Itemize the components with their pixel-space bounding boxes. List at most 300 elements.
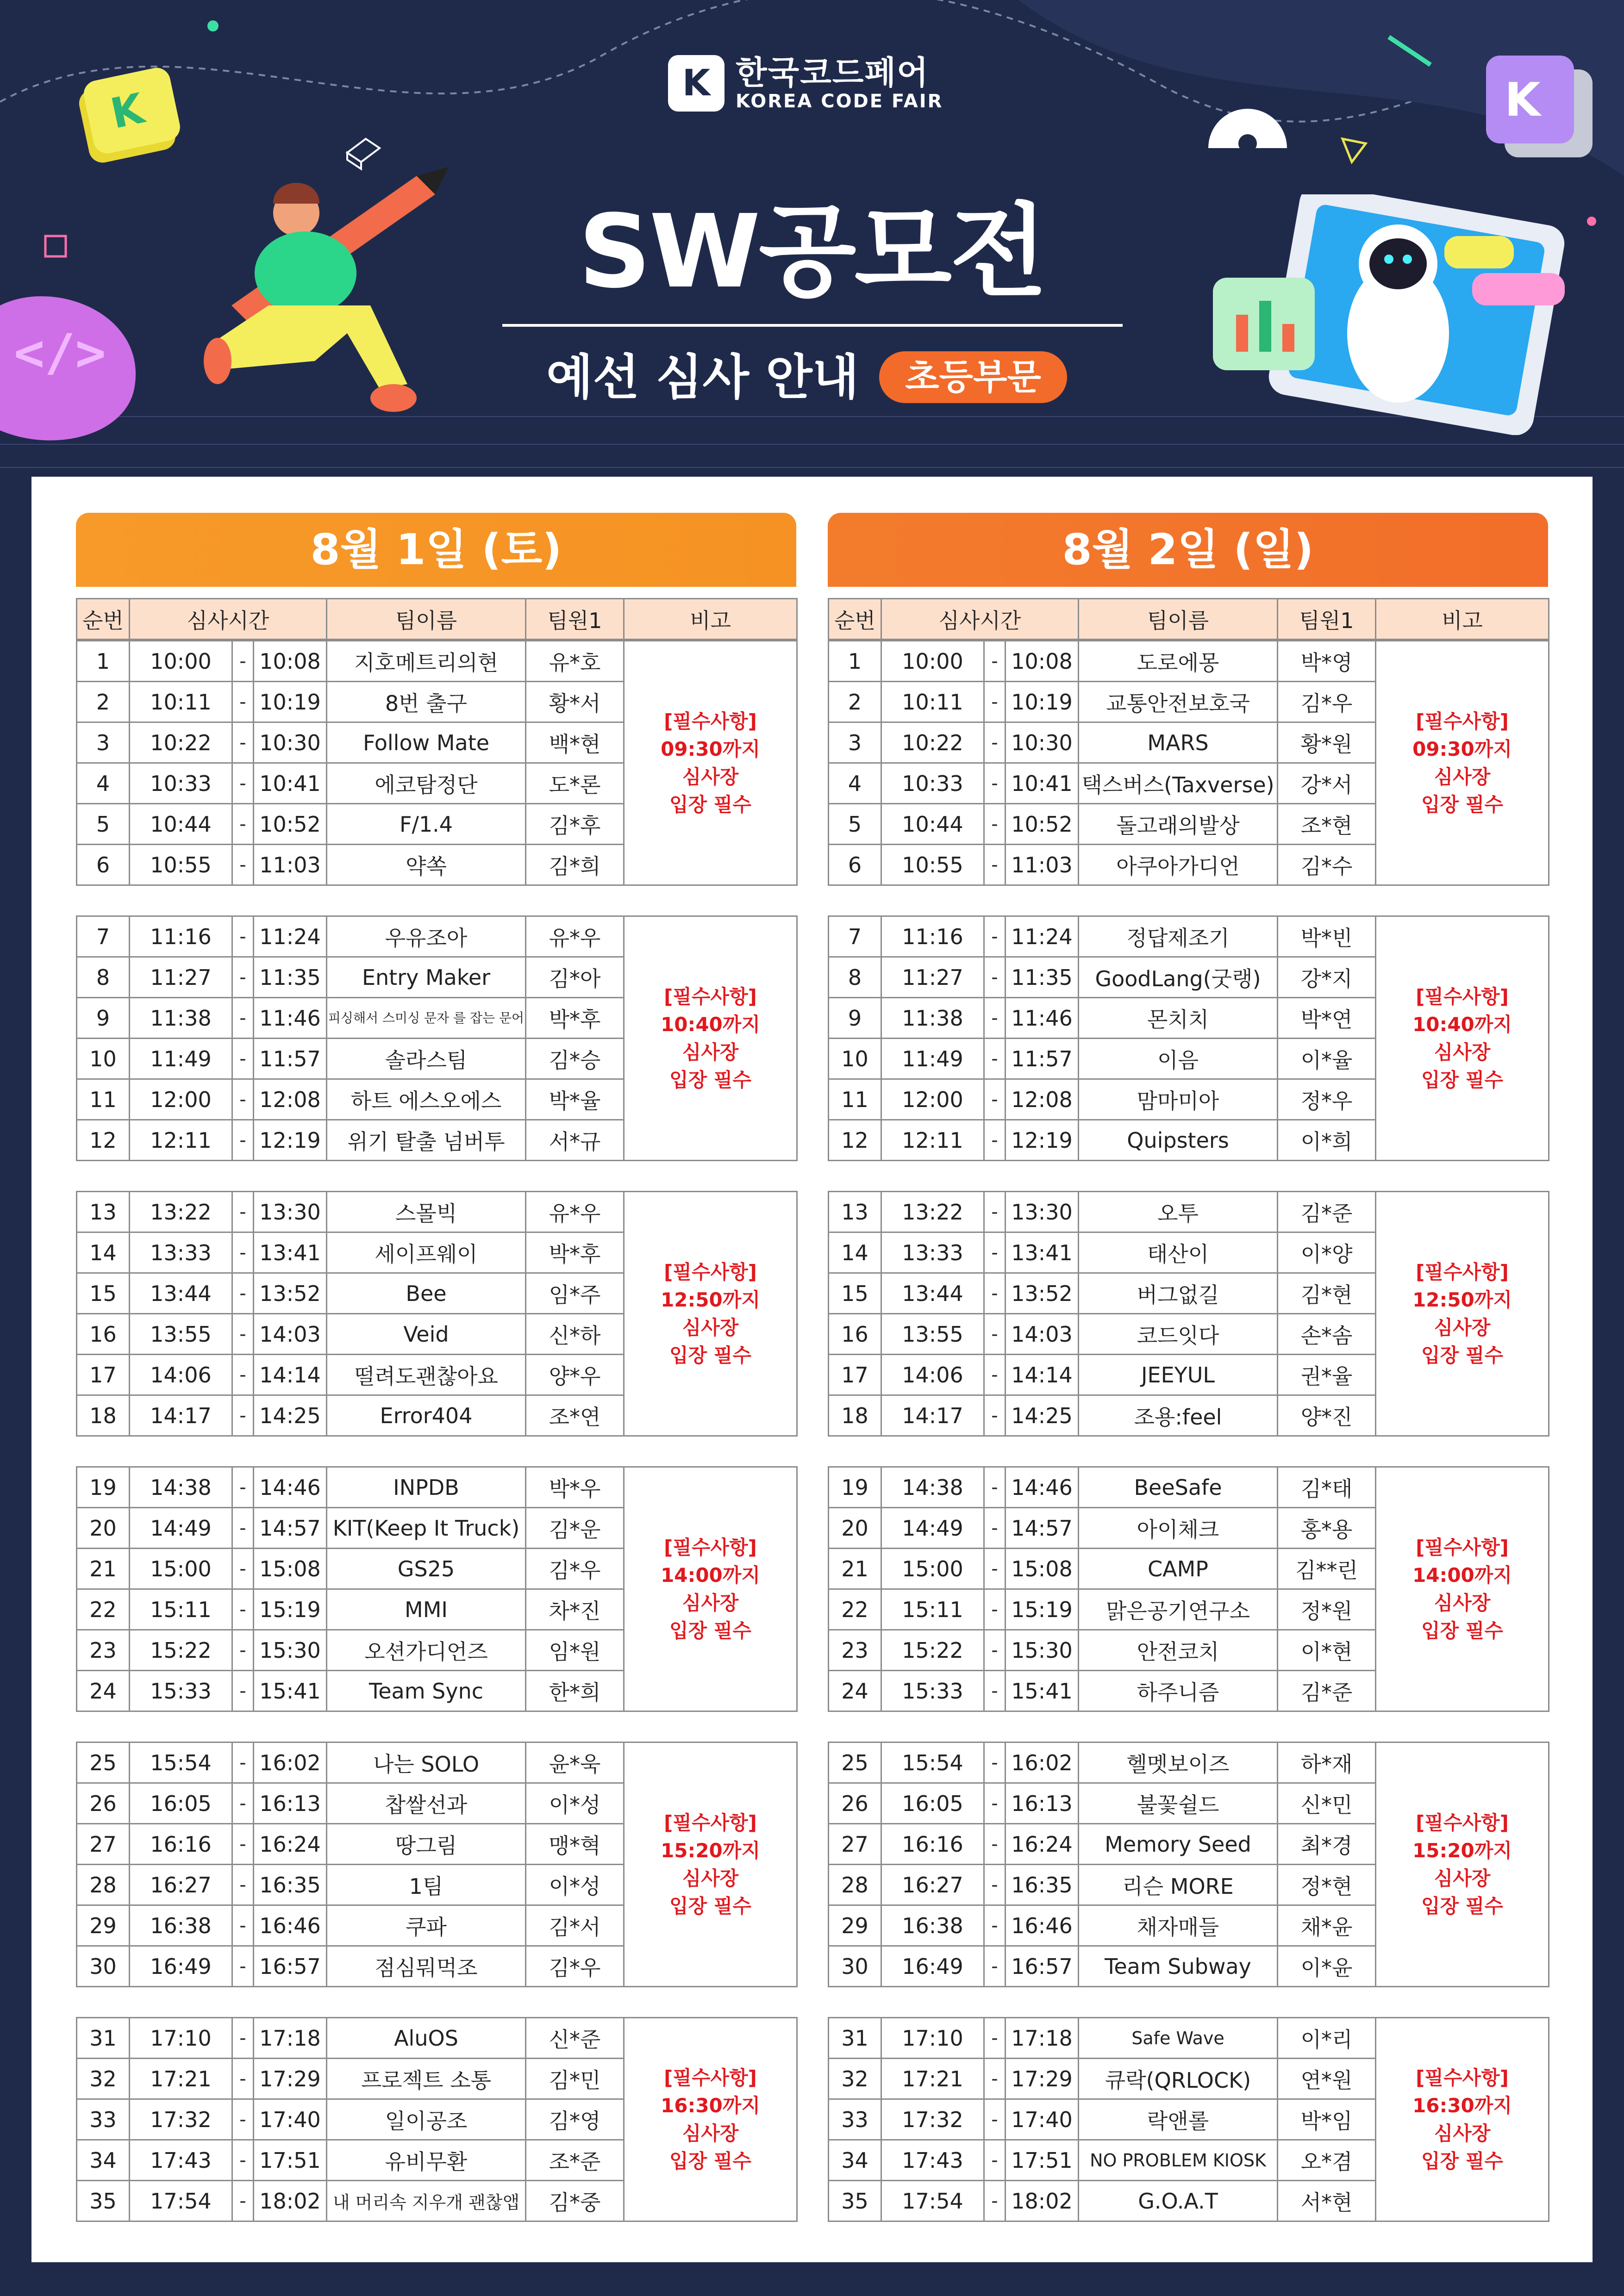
- end-time: 15:30: [1006, 1630, 1079, 1671]
- start-time: 17:10: [881, 2018, 984, 2059]
- end-time: 14:03: [1006, 1314, 1079, 1355]
- start-time: 11:38: [881, 998, 984, 1039]
- team-member: 김*태: [1278, 1467, 1376, 1508]
- team-name: 오투: [1079, 1192, 1278, 1232]
- page-subtitle: 예선 심사 안내: [546, 349, 859, 405]
- start-time: 10:55: [130, 845, 232, 885]
- end-time: 16:24: [254, 1824, 327, 1865]
- table-row: [77, 641, 797, 682]
- time-dash: -: [232, 2059, 254, 2099]
- start-time: 11:16: [130, 916, 232, 957]
- row-number: 31: [829, 2018, 881, 2059]
- team-name: 태산이: [1079, 1232, 1278, 1273]
- row-number: 20: [77, 1508, 130, 1549]
- team-name: 위기 탈출 넘버투: [327, 1120, 526, 1161]
- start-time: 17:54: [881, 2181, 984, 2221]
- note-line: [필수사항]: [1416, 709, 1509, 733]
- table-row: [829, 1192, 1549, 1232]
- time-dash: -: [984, 998, 1006, 1039]
- time-dash: -: [232, 2140, 254, 2181]
- team-name: 일이공조: [327, 2099, 526, 2140]
- end-time: 15:19: [254, 1589, 327, 1630]
- time-dash: -: [232, 1120, 254, 1161]
- note-line: 10:40까지: [1412, 1013, 1512, 1036]
- time-dash: -: [984, 1355, 1006, 1395]
- note-line: [필수사항]: [664, 2066, 757, 2089]
- row-number: 29: [829, 1905, 881, 1946]
- end-time: 13:30: [1006, 1192, 1079, 1232]
- start-time: 14:49: [130, 1508, 232, 1549]
- row-number: 19: [77, 1467, 130, 1508]
- team-name: 약쏙: [327, 845, 526, 885]
- start-time: 14:38: [881, 1467, 984, 1508]
- end-time: 16:57: [1006, 1946, 1079, 1987]
- team-name: 채자매들: [1079, 1905, 1278, 1946]
- end-time: 14:46: [1006, 1467, 1079, 1508]
- team-name: Team Sync: [327, 1671, 526, 1711]
- keyboard-key-icon: [1477, 51, 1606, 167]
- row-number: 30: [77, 1946, 130, 1987]
- time-dash: -: [232, 1824, 254, 1865]
- row-number: 8: [829, 957, 881, 998]
- end-time: 16:13: [1006, 1783, 1079, 1824]
- note-line: 입장 필수: [669, 1619, 751, 1642]
- row-number: 15: [77, 1273, 130, 1314]
- team-member: 황*서: [526, 682, 624, 722]
- table-row: [77, 2018, 797, 2059]
- entry-requirement-note: [624, 1742, 797, 1987]
- time-dash: -: [232, 1742, 254, 1783]
- team-member: 유*호: [526, 641, 624, 682]
- note-line: 입장 필수: [669, 793, 751, 816]
- category-badge: 초등부문: [879, 351, 1067, 403]
- row-number: 7: [77, 916, 130, 957]
- row-number: 21: [77, 1549, 130, 1589]
- end-time: 14:25: [1006, 1395, 1079, 1436]
- team-name: 정답제조기: [1079, 916, 1278, 957]
- end-time: 14:03: [254, 1314, 327, 1355]
- team-name: 에코탐정단: [327, 763, 526, 804]
- table-row: [829, 916, 1549, 957]
- start-time: 16:38: [881, 1905, 984, 1946]
- schedule-group-table: [828, 1742, 1549, 1987]
- time-dash: -: [984, 641, 1006, 682]
- time-dash: -: [984, 1467, 1006, 1508]
- row-number: 24: [77, 1671, 130, 1711]
- team-member: 김*서: [526, 1905, 624, 1946]
- time-dash: -: [984, 1630, 1006, 1671]
- row-number: 34: [829, 2140, 881, 2181]
- time-dash: -: [232, 998, 254, 1039]
- row-number: 12: [77, 1120, 130, 1161]
- team-member: 김*희: [526, 845, 624, 885]
- team-member: 양*진: [1278, 1395, 1376, 1436]
- team-name: CAMP: [1079, 1549, 1278, 1589]
- row-number: 31: [77, 2018, 130, 2059]
- time-dash: -: [984, 1671, 1006, 1711]
- team-name: MARS: [1079, 722, 1278, 763]
- row-number: 18: [829, 1395, 881, 1436]
- row-number: 35: [77, 2181, 130, 2221]
- row-number: 4: [77, 763, 130, 804]
- row-number: 25: [829, 1742, 881, 1783]
- team-member: 맹*혁: [526, 1824, 624, 1865]
- team-member: 김*아: [526, 957, 624, 998]
- team-name: 버그없길: [1079, 1273, 1278, 1314]
- row-number: 1: [829, 641, 881, 682]
- start-time: 17:43: [130, 2140, 232, 2181]
- start-time: 11:27: [881, 957, 984, 998]
- start-time: 16:16: [130, 1824, 232, 1865]
- team-member: 정*우: [1278, 1079, 1376, 1120]
- start-time: 14:38: [130, 1467, 232, 1508]
- time-dash: -: [984, 1549, 1006, 1589]
- time-dash: -: [232, 804, 254, 845]
- team-name: Safe Wave: [1079, 2018, 1278, 2059]
- end-time: 18:02: [254, 2181, 327, 2221]
- note-line: [필수사항]: [1416, 2066, 1509, 2089]
- team-member: 강*지: [1278, 957, 1376, 998]
- day-title: 8월 1일 (토): [76, 513, 796, 587]
- end-time: 13:41: [254, 1232, 327, 1273]
- entry-requirement-note: [1376, 916, 1549, 1161]
- svg-text:K: K: [106, 84, 148, 139]
- team-name: JEEYUL: [1079, 1355, 1278, 1395]
- note-line: [필수사항]: [1416, 1536, 1509, 1559]
- end-time: 17:40: [1006, 2099, 1079, 2140]
- row-number: 11: [77, 1079, 130, 1120]
- note-line: 입장 필수: [669, 1894, 751, 1917]
- note-line: 입장 필수: [1421, 1894, 1503, 1917]
- start-time: 17:10: [130, 2018, 232, 2059]
- end-time: 16:46: [1006, 1905, 1079, 1946]
- team-member: 박*후: [526, 1232, 624, 1273]
- team-name: 맘마미아: [1079, 1079, 1278, 1120]
- team-member: 김*운: [526, 1508, 624, 1549]
- row-number: 28: [829, 1865, 881, 1905]
- end-time: 16:46: [254, 1905, 327, 1946]
- row-number: 33: [829, 2099, 881, 2140]
- team-name: 프로젝트 소통: [327, 2059, 526, 2099]
- start-time: 13:44: [881, 1273, 984, 1314]
- note-line: [필수사항]: [664, 1260, 757, 1283]
- row-number: 2: [829, 682, 881, 722]
- row-number: 16: [77, 1314, 130, 1355]
- team-member: 박*빈: [1278, 916, 1376, 957]
- start-time: 14:06: [130, 1355, 232, 1395]
- schedule-group-table: [828, 915, 1549, 1161]
- end-time: 15:41: [254, 1671, 327, 1711]
- team-member: 연*원: [1278, 2059, 1376, 2099]
- start-time: 10:00: [130, 641, 232, 682]
- start-time: 16:16: [881, 1824, 984, 1865]
- row-number: 5: [77, 804, 130, 845]
- team-member: 서*현: [1278, 2181, 1376, 2221]
- start-time: 15:54: [130, 1742, 232, 1783]
- end-time: 11:24: [254, 916, 327, 957]
- column-header-note: 비고: [624, 599, 797, 640]
- team-name: Bee: [327, 1273, 526, 1314]
- start-time: 15:11: [130, 1589, 232, 1630]
- row-number: 18: [77, 1395, 130, 1436]
- team-name: 맑은공기연구소: [1079, 1589, 1278, 1630]
- time-dash: -: [232, 1355, 254, 1395]
- time-dash: -: [984, 1589, 1006, 1630]
- team-member: 손*솜: [1278, 1314, 1376, 1355]
- time-dash: -: [232, 1232, 254, 1273]
- team-member: 김*준: [1278, 1192, 1376, 1232]
- time-dash: -: [232, 1508, 254, 1549]
- table-row: [77, 1467, 797, 1508]
- time-dash: -: [232, 1467, 254, 1508]
- team-member: 조*연: [526, 1395, 624, 1436]
- end-time: 15:08: [254, 1549, 327, 1589]
- start-time: 15:33: [130, 1671, 232, 1711]
- team-member: 김*우: [526, 1549, 624, 1589]
- start-time: 12:11: [881, 1120, 984, 1161]
- column-header-team: 팀이름: [1079, 599, 1278, 640]
- team-name: 교통안전보호국: [1079, 682, 1278, 722]
- team-member: 김*우: [1278, 682, 1376, 722]
- end-time: 17:29: [1006, 2059, 1079, 2099]
- team-name: Veid: [327, 1314, 526, 1355]
- column-header-no: 순번: [77, 599, 130, 640]
- start-time: 13:33: [881, 1232, 984, 1273]
- row-number: 33: [77, 2099, 130, 2140]
- time-dash: -: [232, 682, 254, 722]
- table-row: [829, 1467, 1549, 1508]
- time-dash: -: [232, 845, 254, 885]
- end-time: 17:51: [1006, 2140, 1079, 2181]
- start-time: 15:11: [881, 1589, 984, 1630]
- note-line: [필수사항]: [664, 1536, 757, 1559]
- note-line: [필수사항]: [1416, 1260, 1509, 1283]
- start-time: 12:11: [130, 1120, 232, 1161]
- end-time: 14:57: [1006, 1508, 1079, 1549]
- team-name: Follow Mate: [327, 722, 526, 763]
- team-name: Memory Seed: [1079, 1824, 1278, 1865]
- team-name: 아쿠아가디언: [1079, 845, 1278, 885]
- start-time: 15:00: [881, 1549, 984, 1589]
- time-dash: -: [984, 1314, 1006, 1355]
- start-time: 12:00: [130, 1079, 232, 1120]
- start-time: 16:05: [881, 1783, 984, 1824]
- team-member: 이*현: [1278, 1630, 1376, 1671]
- team-member: 최*경: [1278, 1824, 1376, 1865]
- start-time: 13:22: [881, 1192, 984, 1232]
- time-dash: -: [984, 1865, 1006, 1905]
- time-dash: -: [984, 804, 1006, 845]
- row-number: 13: [829, 1192, 881, 1232]
- team-member: 채*윤: [1278, 1905, 1376, 1946]
- svg-text:</>: </>: [14, 323, 106, 382]
- schedule-group-table: [76, 1742, 798, 1987]
- note-line: [필수사항]: [664, 1811, 757, 1834]
- end-time: 11:57: [254, 1039, 327, 1079]
- time-dash: -: [984, 1192, 1006, 1232]
- start-time: 10:00: [881, 641, 984, 682]
- team-member: 이*희: [1278, 1120, 1376, 1161]
- row-number: 10: [829, 1039, 881, 1079]
- end-time: 10:52: [254, 804, 327, 845]
- team-name: 찹쌀선과: [327, 1783, 526, 1824]
- keyboard-key-icon: [79, 65, 185, 167]
- logo-korean: 한국코드페어: [736, 54, 929, 92]
- row-number: 30: [829, 1946, 881, 1987]
- end-time: 11:24: [1006, 916, 1079, 957]
- row-number: 23: [77, 1630, 130, 1671]
- team-name: 솔라스팀: [327, 1039, 526, 1079]
- team-name: 쿠파: [327, 1905, 526, 1946]
- column-header-table: [76, 598, 798, 640]
- end-time: 15:41: [1006, 1671, 1079, 1711]
- entry-requirement-note: [624, 916, 797, 1161]
- start-time: 14:49: [881, 1508, 984, 1549]
- team-member: 김*중: [526, 2181, 624, 2221]
- time-dash: -: [232, 1905, 254, 1946]
- table-row: [829, 641, 1549, 682]
- entry-requirement-note: [1376, 1467, 1549, 1711]
- team-name: 도로에몽: [1079, 641, 1278, 682]
- row-number: 14: [829, 1232, 881, 1273]
- start-time: 13:33: [130, 1232, 232, 1273]
- team-name: 이음: [1079, 1039, 1278, 1079]
- schedule-group-table: [76, 1466, 798, 1712]
- note-line: [필수사항]: [664, 709, 757, 733]
- schedule-group-table: [828, 1466, 1549, 1712]
- column-header-no: 순번: [829, 599, 881, 640]
- end-time: 10:41: [254, 763, 327, 804]
- row-number: 4: [829, 763, 881, 804]
- team-name: MMI: [327, 1589, 526, 1630]
- end-time: 17:18: [1006, 2018, 1079, 2059]
- schedule-group-table: [76, 915, 798, 1161]
- day-schedule: [76, 513, 796, 2222]
- team-member: 이*윤: [1278, 1946, 1376, 1987]
- row-number: 6: [77, 845, 130, 885]
- note-line: 12:50까지: [1412, 1288, 1512, 1311]
- team-member: 임*주: [526, 1273, 624, 1314]
- start-time: 10:44: [881, 804, 984, 845]
- time-dash: -: [232, 916, 254, 957]
- note-line: 심사장: [1434, 1316, 1491, 1339]
- time-dash: -: [984, 682, 1006, 722]
- logo-mark-icon: K: [668, 55, 725, 112]
- note-line: 입장 필수: [669, 1068, 751, 1091]
- note-line: 14:00까지: [661, 1563, 760, 1587]
- note-line: 심사장: [682, 1867, 739, 1890]
- column-header-team: 팀이름: [327, 599, 526, 640]
- end-time: 16:35: [1006, 1865, 1079, 1905]
- start-time: 15:22: [130, 1630, 232, 1671]
- start-time: 13:22: [130, 1192, 232, 1232]
- note-line: 14:00까지: [1412, 1563, 1512, 1587]
- row-number: 23: [829, 1630, 881, 1671]
- time-dash: -: [984, 2018, 1006, 2059]
- team-member: 강*서: [1278, 763, 1376, 804]
- start-time: 11:27: [130, 957, 232, 998]
- end-time: 12:08: [254, 1079, 327, 1120]
- team-name: 떨려도괜찮아요: [327, 1355, 526, 1395]
- team-member: 김*현: [1278, 1273, 1376, 1314]
- column-header-member: 팀원1: [526, 599, 624, 640]
- row-number: 20: [829, 1508, 881, 1549]
- team-member: 유*우: [526, 916, 624, 957]
- team-name: 아이체크: [1079, 1508, 1278, 1549]
- start-time: 15:00: [130, 1549, 232, 1589]
- team-member: 신*하: [526, 1314, 624, 1355]
- time-dash: -: [232, 1549, 254, 1589]
- end-time: 11:46: [1006, 998, 1079, 1039]
- start-time: 10:44: [130, 804, 232, 845]
- team-name: 내 머리속 지우개 괜찮앱: [327, 2181, 526, 2221]
- row-number: 3: [77, 722, 130, 763]
- schedule-group-table: [76, 1191, 798, 1437]
- entry-requirement-note: [1376, 641, 1549, 885]
- team-name: GS25: [327, 1549, 526, 1589]
- team-member: 정*원: [1278, 1589, 1376, 1630]
- time-dash: -: [984, 2140, 1006, 2181]
- row-number: 22: [829, 1589, 881, 1630]
- entry-requirement-note: [1376, 2018, 1549, 2221]
- row-number: 19: [829, 1467, 881, 1508]
- team-name: 하주니즘: [1079, 1671, 1278, 1711]
- column-header-time: 심사시간: [881, 599, 1079, 640]
- time-dash: -: [984, 1742, 1006, 1783]
- team-name: 땅그림: [327, 1824, 526, 1865]
- time-dash: -: [984, 957, 1006, 998]
- team-member: 정*현: [1278, 1865, 1376, 1905]
- row-number: 17: [77, 1355, 130, 1395]
- end-time: 10:52: [1006, 804, 1079, 845]
- time-dash: -: [232, 1395, 254, 1436]
- end-time: 12:08: [1006, 1079, 1079, 1120]
- start-time: 16:49: [881, 1946, 984, 1987]
- end-time: 10:30: [1006, 722, 1079, 763]
- team-name: 하트 에스오에스: [327, 1079, 526, 1120]
- team-member: 김*영: [526, 2099, 624, 2140]
- header-banner: [0, 0, 1624, 477]
- end-time: 10:19: [254, 682, 327, 722]
- team-member: 박*영: [1278, 641, 1376, 682]
- start-time: 17:54: [130, 2181, 232, 2221]
- time-dash: -: [984, 2099, 1006, 2140]
- row-number: 7: [829, 916, 881, 957]
- note-line: [필수사항]: [1416, 1811, 1509, 1834]
- team-name: NO PROBLEM KIOSK: [1079, 2140, 1278, 2181]
- team-member: 서*규: [526, 1120, 624, 1161]
- row-number: 21: [829, 1549, 881, 1589]
- team-name: BeeSafe: [1079, 1467, 1278, 1508]
- team-member: 한*희: [526, 1671, 624, 1711]
- row-number: 26: [829, 1783, 881, 1824]
- time-dash: -: [984, 2059, 1006, 2099]
- time-dash: -: [232, 1039, 254, 1079]
- team-member: 박*연: [1278, 998, 1376, 1039]
- time-dash: -: [984, 1079, 1006, 1120]
- start-time: 11:38: [130, 998, 232, 1039]
- start-time: 10:55: [881, 845, 984, 885]
- note-line: 15:20까지: [1412, 1839, 1512, 1862]
- start-time: 14:17: [881, 1395, 984, 1436]
- row-number: 2: [77, 682, 130, 722]
- end-time: 15:30: [254, 1630, 327, 1671]
- end-time: 11:35: [1006, 957, 1079, 998]
- time-dash: -: [232, 2099, 254, 2140]
- note-line: 입장 필수: [1421, 1344, 1503, 1367]
- team-member: 김*준: [1278, 1671, 1376, 1711]
- note-line: [필수사항]: [1416, 985, 1509, 1008]
